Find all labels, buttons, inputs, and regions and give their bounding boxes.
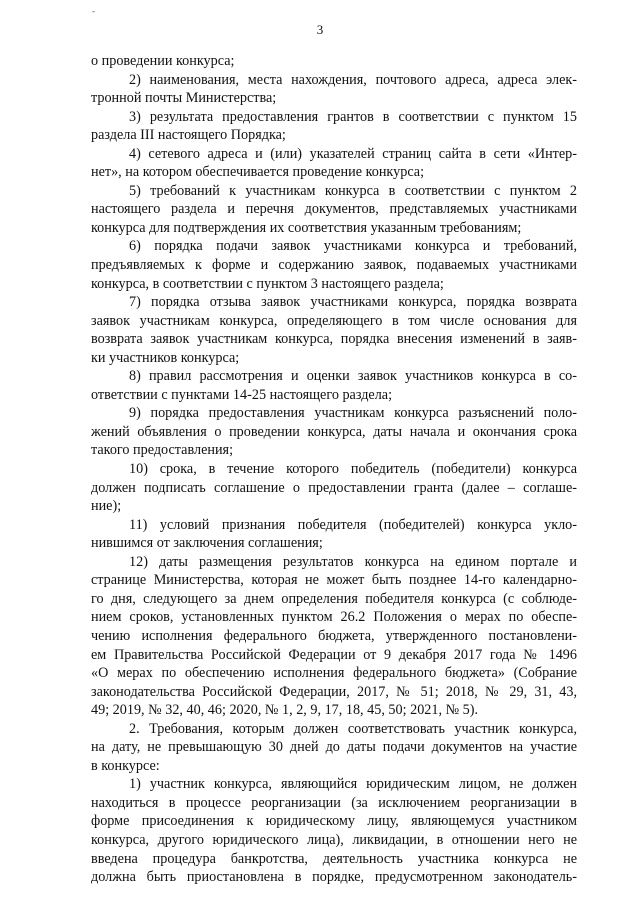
text-line: конкурса, в соответствии с пунктом 3 настоящего раздела; (91, 275, 444, 292)
text-line: должна быть приостановлена в порядке, предусмотренном законодатель- (91, 869, 577, 886)
text-line: 9) порядка предоставления участникам конкурса разъяснений поло- (129, 405, 577, 422)
text-line: заявок участникам конкурса, определяющего в том числе основания для (91, 312, 577, 329)
text-line: 6) порядка подачи заявок участниками конкурса и требований, (129, 238, 577, 255)
text-line: нет», на котором обеспечивается проведение конкурса; (91, 164, 425, 181)
text-line: чению исполнения федерального бюджета, утвержденного постановлени- (91, 627, 577, 644)
text-line: находиться в процессе реорганизации (за исключением реорганизации в (91, 794, 577, 811)
text-line: 3) результата предоставления грантов в соответствии с пунктом 15 (129, 108, 577, 125)
text-line: 49; 2019, № 32, 40, 46; 2020, № 1, 2, 9, 17, 18, 45, 50; 2021, № 5). (91, 702, 479, 719)
text-line: нившимся от заключения соглашения; (91, 535, 323, 552)
text-line: ние); (91, 498, 122, 515)
text-line: ки участников конкурса; (91, 349, 240, 366)
text-line: ем Правительства Российской Федерации от 9 декабря 2017 года № 1496 (91, 646, 577, 663)
text-line: о проведении конкурса; (91, 53, 235, 69)
text-line: жений объявления о проведении конкурса, даты начала и окончания срока (91, 423, 577, 440)
text-line: раздела III настоящего Порядка; (91, 127, 286, 144)
text-line: законодательства Российской Федерации, 2017, № 51; 2018, № 29, 31, 43, (91, 683, 577, 700)
text-line: 5) требований к участникам конкурса в соответствии с пунктом 2 (129, 182, 577, 199)
text-line: такого предоставления; (91, 442, 234, 459)
text-line: 12) даты размещения результатов конкурса на едином портале и (129, 553, 577, 570)
text-line: предъявляемых к форме и содержанию заявок, подаваемых участниками (91, 257, 577, 274)
text-line: должен подписать соглашение о предоставлении гранта (далее – соглаше- (91, 479, 577, 496)
text-line: введена процедура банкротства, деятельность участника конкурса не (91, 850, 577, 867)
text-line: в конкурсе: (91, 757, 160, 774)
text-line: настоящего раздела и перечня документов, представляемых участниками (91, 201, 577, 218)
text-line: 7) порядка отзыва заявок участниками конкурса, порядка возврата (129, 294, 577, 311)
text-line: 8) правил рассмотрения и оценки заявок участников конкурса в со- (129, 368, 577, 385)
text-line: нием сроков, установленных пунктом 26.2 Положения о мерах по обеспе- (91, 609, 577, 626)
text-line: тронной почты Министерства; (91, 90, 277, 107)
text-line: 2. Требования, которым должен соответствовать участник конкурса, (129, 720, 577, 737)
text-line: возврата заявок участникам конкурса, порядка внесения изменений в заяв- (91, 331, 577, 348)
text-line: форме присоединения к юридическому лицу, являющемуся участником (91, 813, 577, 830)
text-line: на дату, не превышающую 30 дней до даты подачи документов на участие (91, 739, 577, 756)
text-line: 2) наименования, места нахождения, почтового адреса, адреса элек- (129, 71, 577, 88)
text-line: 10) срока, в течение которого победитель (победители) конкурса (129, 461, 577, 478)
text-line: конкурса, другого юридического лица), ликвидации, в отношении него не (91, 831, 577, 848)
text-line: конкурса для подтверждения их соответствия указанным требованиям; (91, 219, 522, 236)
text-line: ответствии с пунктами 14-25 настоящего раздела; (91, 386, 393, 403)
text-line: 4) сетевого адреса и (или) указателей страниц сайта в сети «Интер- (129, 145, 577, 162)
text-line: странице Министерства, которая не может быть позднее 14-го календарно- (91, 572, 577, 589)
text-line: «О мерах по обеспечению исполнения федерального бюджета» (Собрание (91, 665, 577, 682)
text-line: го дня, следующего за днем определения победителя конкурса (с соблюде- (91, 590, 577, 607)
page-number: 3 (316, 22, 324, 37)
text-line: 1) участник конкурса, являющийся юридическим лицом, не должен (129, 776, 577, 793)
text-line: 11) условий признания победителя (победителей) конкурса укло- (129, 516, 577, 533)
document-body (91, 52, 577, 887)
scan-corner-mark: - (92, 6, 95, 16)
